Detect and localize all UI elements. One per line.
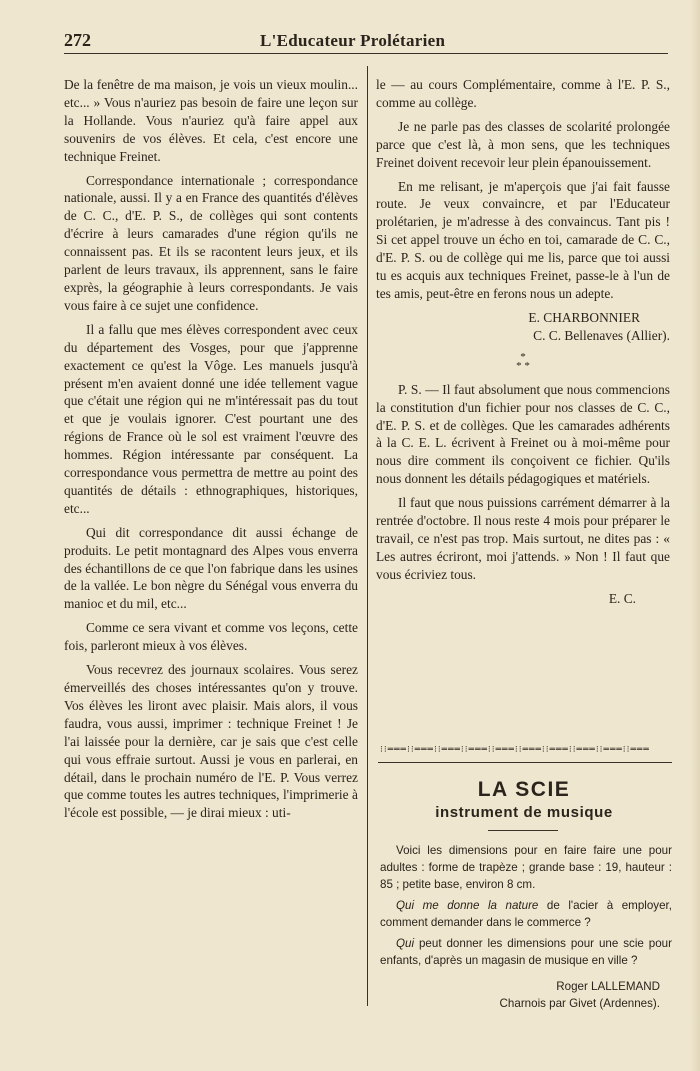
scie-text: de l'acier à employer, comment demander dans le commerce ? — [380, 899, 672, 929]
scie-body — [380, 842, 672, 973]
paragraph: le — au cours Complémentaire, comme à l'E. P. S., comme au collège. — [376, 77, 670, 110]
scie-signature-place: Charnois par Givet (Ardennes). — [499, 997, 660, 1010]
paragraph: De la fenêtre de ma maison, je vois un vieux moulin... etc... » Vous n'auriez pas besoin de faire une leçon sur la Hollande. Vous n'auriez qu'à faire appel aux souvenirs de vos élèves. Et cela, c'est encore une technique Freinet. — [64, 77, 358, 164]
running-title: L'Educateur Prolétarien — [260, 31, 446, 50]
postscript-paragraph: Il faut que nous puissions carrément démarrer à la rentrée d'octobre. Il nous reste 4 mois pour préparer le travail, ce n'est pas trop. Mais surtout, ne dites pas : « Les autres écriront, moi j'attends. » Non ! Il faut que vous écriviez tous. — [376, 495, 670, 582]
scie-signature — [380, 978, 660, 1012]
left-column — [64, 76, 358, 828]
paragraph: Comme ce sera vivant et comme vos leçons, cette fois, parleront mieux à vos élèves. — [64, 620, 358, 654]
paragraph: Correspondance internationale ; correspondance nationale, aussi. Il y a en France des quantités d'élèves de C. C., d'E. P. S., de collèges qui sont contents d'écrire à leurs camarades d'une région qu'ils ne connaissent pas. Et ils se racontent leurs jeux, et ils parlent de leurs travaux, ils apprennent, sans le faire exprès, la géographie à leurs correspondants. Je vais vous faire à ce sujet une confidence. — [64, 172, 358, 313]
scie-paragraph — [380, 935, 672, 969]
author-signature: E. CHARBONNIER — [528, 309, 640, 325]
scie-title-rule — [488, 830, 558, 831]
ornament-border: ⁝⁝═══⁝⁝═══⁝⁝═══⁝⁝═══⁝⁝═══⁝⁝═══⁝⁝═══⁝⁝═══⁝⁝═══⁝⁝═══ — [380, 745, 650, 755]
scie-subtitle: instrument de musique — [435, 804, 613, 821]
postscript-signature: E. C. — [608, 590, 636, 606]
paragraph: Je ne parle pas des classes de scolarité prolongée parce que c'est là, à mon sens, que les techniques Freinet doivent recevoir leur plein épanouissement. — [376, 118, 670, 170]
page-edge-shadow — [690, 0, 700, 1071]
scie-paragraph: Voici les dimensions pour en faire faire une pour adultes : forme de trapèze ; grande base : 19, hauteur : 85 ; petite base, environ 8 cm. — [380, 844, 672, 891]
scie-paragraph — [380, 897, 672, 931]
header-rule — [64, 53, 668, 54]
scie-emphasis: Qui — [396, 937, 415, 950]
column-divider — [367, 66, 368, 1006]
ornament-rule — [378, 762, 672, 763]
scie-title: LA SCIE — [477, 778, 571, 801]
scie-emphasis: Qui me donne la nature — [396, 899, 539, 912]
right-column — [376, 76, 670, 608]
paragraph: Vous recevrez des journaux scolaires. Vous serez émerveillés des choses intéressantes qu'on y trouve. Vos élèves les liront avec plaisir. Mais alors, il vous faudra, vous aussi, imprimer : technique Freinet ! Je l'ai laissée pour la dernière, car je sais que c'est celle qui vous effraie surtout. Aussi je vous en parlerai, en détail, dans le prochain numéro de l'E. P. Vous verrez que comme toutes les autres techniques, l'imprimerie à l'école est possible, — je dirai mieux : uti- — [64, 662, 358, 821]
section-separator: * * * — [516, 350, 530, 372]
scie-text: peut donner les dimensions pour une scie pour enfants, d'après un magasin de musique en ville ? — [380, 937, 672, 967]
paragraph: Qui dit correspondance dit aussi échange de produits. Le petit montagnard des Alpes vous enverra des échantillons de ce que l'on fabrique dans les usines de la vallée. Le bon nègre du Sénégal vous enverra du manioc et du mil, etc... — [64, 524, 358, 612]
paragraph: Il a fallu que mes élèves correspondent avec ceux du département des Vosges, pour que j'apprenne exactement ce qu'est la Vôge. Les manuels jusqu'à présent m'en avaient donné une idée tellement vague que c'était une région qui ne m'intéressait pas du tout et que je voulais ignorer. C'est pourtant une des régions de France où le sol est vraiment l'œuvre des hommes. Région intéressante par conséquent. La correspondance vous permettra de mettre au point des quantités de détails : ethnographiques, historiques, etc... — [64, 321, 358, 516]
scie-signature-name: Roger LALLEMAND — [556, 980, 660, 993]
paragraph: En me relisant, je m'aperçois que j'ai fait fausse route. Je veux convaincre, et par l'Educateur prolétarien, je m'adresse à des convaincus. Tant pis ! Si cet appel trouve un écho en toi, camarade de C. C., d'E. P. S. ou de collège qui me lis, parce que toi aussi tu es acquis aux techniques Freinet, passe-le à l'un de tes amis, peut-être en ferons nous un adepte. — [376, 178, 670, 301]
page-number: 272 — [64, 30, 91, 50]
postscript-paragraph: P. S. — Il faut absolument que nous commencions la constitution d'un fichier pour nos classes de C. C., d'E. P. S. et de collèges. Que les camarades adhérents à la C. E. L. écrivent à Freinet ou à moi-même pour nous dire comment ils conçoivent ce fichier. Qu'ils nous donnent les détails pédagogiques et matériels. — [376, 381, 670, 487]
author-location: C. C. Bellenaves (Allier). — [533, 327, 670, 343]
